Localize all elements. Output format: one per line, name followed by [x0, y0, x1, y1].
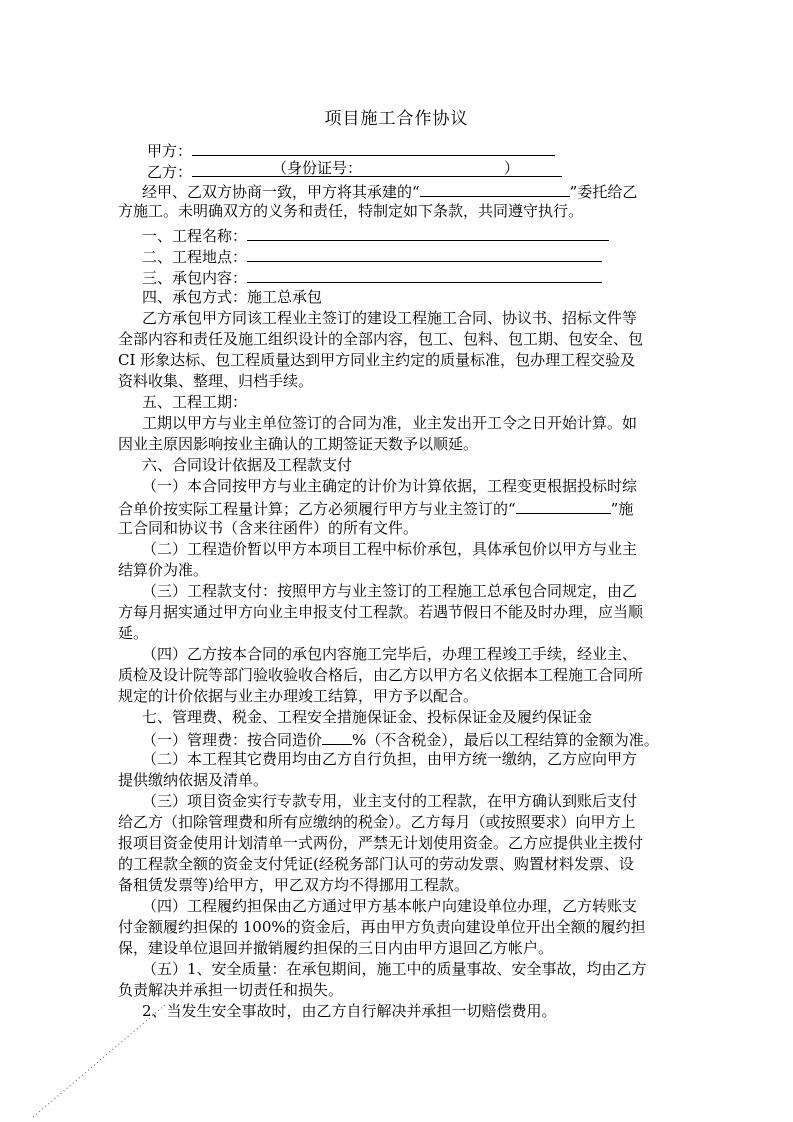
party-a-label: 甲方： — [147, 142, 193, 160]
p6-1-text-2b: ”施 — [610, 500, 634, 518]
p4-line-2: 全部内容和责任及施工组织设计的全部内容，包工、包料、包工期、包安全、包 — [118, 330, 644, 348]
id-number-label: （身份证号： — [272, 159, 363, 177]
p7-1-line — [142, 728, 659, 750]
item-location-line — [142, 245, 602, 267]
dotted-decoration-line — [30, 1005, 170, 1120]
section-5-heading: 五、工程工期： — [142, 393, 248, 411]
section-7-heading: 七、管理费、税金、工程安全措施保证金、投标保证金及履约保证金 — [142, 708, 593, 726]
document-title: 项目施工合作协议 — [324, 109, 469, 129]
p7-5-line-1: （五）1、安全质量：在承包期间，施工中的质量事故、安全事故，均由乙方 — [142, 960, 647, 978]
p7-5-line-3: 2、当发生安全事故时，由乙方自行解决并承担一切赔偿费用。 — [142, 1002, 557, 1020]
p7-4-line-3: 保，建设单位退回并撤销履约担保的三日内由甲方退回乙方帐户。 — [118, 939, 554, 957]
p7-3-line-3: 报项目资金使用计划清单一式两份，严禁无计划使用资金。乙方应提供业主拨付 — [118, 834, 644, 852]
contract-name-blank — [516, 497, 611, 514]
intro-text-1b: ”委托给乙 — [569, 183, 638, 201]
p7-3-line-1: （三）项目资金实行专款专用，业主支付的工程款，在甲方确认到账后支付 — [142, 792, 638, 810]
p4-line-1: 乙方承包甲方同该工程业主签订的建设工程施工合同、协议书、招标文件等 — [142, 309, 638, 327]
p6-4-line-1: （四）乙方按本合同的承包内容施工完毕后，办理工程竣工手续，经业主、 — [142, 645, 638, 663]
p7-4-line-2: 付金额履约担保的 100%的资金后，再由甲方负责向建设单位开出全额的履约担 — [118, 918, 646, 936]
p6-4-line-2: 质检及设计院等部门验收验收合格后，由乙方以甲方名义依据本工程施工合同所 — [118, 666, 644, 684]
p7-2-line-1: （二）本工程其它费用均由乙方自行负担，由甲方统一缴纳，乙方应向甲方 — [142, 750, 638, 768]
p6-3-line-2: 方每月据实通过甲方向业主申报支付工程款。若遇节假日不能及时办理，应当顺 — [118, 603, 644, 621]
p6-1-line-2 — [118, 497, 633, 519]
p7-2-line-2: 提供缴纳依据及清单。 — [118, 771, 269, 789]
intro-text-1a: 经甲、乙双方协商一致，甲方将其承建的“ — [142, 183, 420, 201]
p7-3-line-5: 备租赁发票等)给甲方，甲乙双方均不得挪用工程款。 — [118, 876, 469, 894]
p4-line-3: CI 形象达标、包工程质量达到甲方同业主约定的质量标准，包办理工程交验及 — [118, 351, 636, 369]
party-b-label: 乙方： — [147, 163, 193, 181]
p5-line-2: 因业主原因影响按业主确认的工期签证天数予以顺延。 — [118, 435, 479, 453]
p7-3-line-2: 给乙方（扣除管理费和所有应缴纳的税金）。乙方每月（或按照要求）向甲方上 — [118, 813, 636, 831]
project-name-blank — [420, 180, 570, 197]
p7-1-text-a: （一）管理费：按合同造价 — [142, 731, 323, 749]
party-a-blank — [192, 139, 555, 156]
item-name-line — [142, 224, 609, 246]
item-name-label: 一、工程名称： — [142, 227, 248, 245]
id-close: ） — [504, 159, 520, 177]
p5-line-1: 工期以甲方与业主单位签订的合同为准，业主发出开工令之日开始计算。如 — [142, 414, 638, 432]
p6-4-line-3: 规定的计价依据与业主办理竣工结算，甲方予以配合。 — [118, 687, 479, 705]
section-6-heading: 六、合同设计依据及工程款支付 — [142, 456, 353, 474]
item-name-blank — [247, 224, 609, 241]
item-content-blank — [247, 266, 602, 283]
item-content-label: 三、承包内容： — [142, 269, 248, 287]
p6-2-line-2: 结算价为准。 — [118, 561, 209, 579]
p4-line-4: 资料收集、整理、归档手续。 — [118, 372, 314, 390]
p6-3-line-3: 延。 — [118, 624, 149, 642]
p6-3-line-1: （三）工程款支付：按照甲方与业主签订的工程施工总承包合同规定，由乙 — [142, 582, 638, 600]
p7-4-line-1: （四）工程履约担保由乙方通过甲方基本帐户向建设单位办理，乙方转账支 — [142, 897, 638, 915]
management-fee-blank — [322, 728, 352, 745]
item-mode-line: 四、承包方式：施工总承包 — [142, 288, 323, 306]
party-b-blank — [192, 160, 562, 177]
item-content-line — [142, 266, 602, 288]
intro-line-2: 方施工。未明确双方的义务和责任，特制定如下条款，共同遵守执行。 — [118, 202, 584, 220]
p6-1-text-2a: 合单价按实际工程量计算；乙方必须履行甲方与业主签订的“ — [118, 500, 516, 518]
p6-1-line-1: （一）本合同按甲方与业主确定的计价为计算依据，工程变更根据投标时综 — [142, 477, 638, 495]
p6-2-line-1: （二）工程造价暂以甲方本项目工程中标价承包，具体承包价以甲方与业主 — [142, 540, 638, 558]
item-location-blank — [247, 245, 602, 262]
p7-5-line-2: 负责解决并承担一切责任和损失。 — [118, 981, 344, 999]
p6-1-line-3: 工合同和协议书（含来往函件）的所有文件。 — [118, 519, 419, 537]
p7-1-text-b: %（不含税金），最后以工程结算的金额为准。 — [352, 731, 659, 749]
party-b-line — [147, 160, 562, 182]
item-location-label: 二、工程地点： — [142, 248, 248, 266]
p7-3-line-4: 的工程款全额的资金支付凭证(经税务部门认可的劳动发票、购置材料发票、设 — [118, 855, 634, 873]
intro-line-1 — [142, 180, 637, 202]
